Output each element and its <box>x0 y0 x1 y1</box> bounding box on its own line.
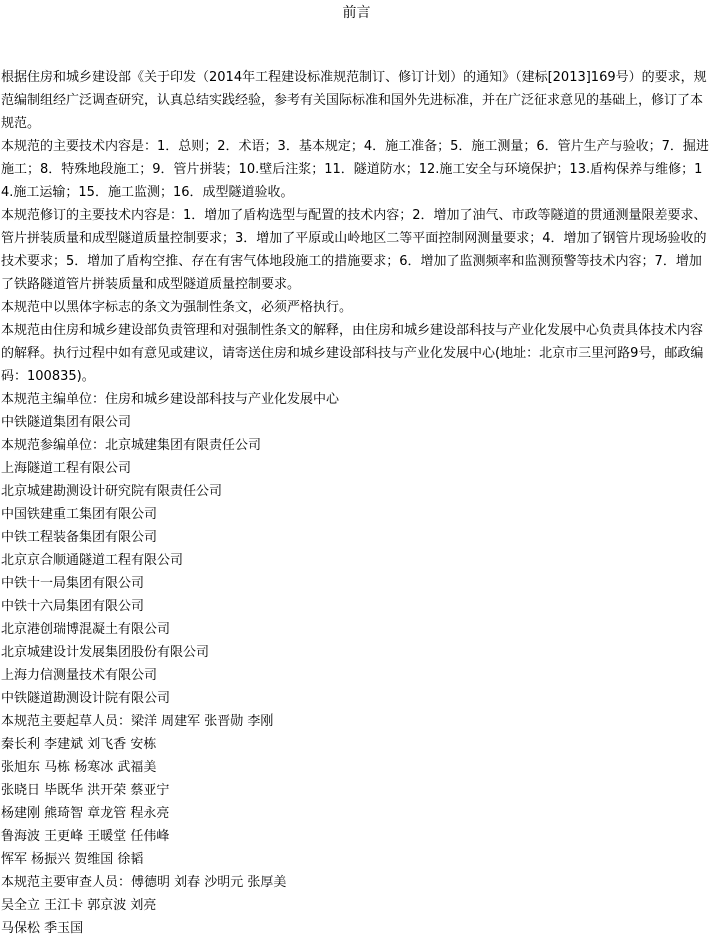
paragraph-interpretation: 本规范由住房和城乡建设部负责管理和对强制性条文的解释，由住房和城乡建设部科技与产业化发展中心负责具体技术内容的解释。执行过程中如有意见或建议，请寄送住房和城乡建设部科技与产业化发展中心(地址：北京市三里河路9号，邮政编码：100835)。 <box>1 323 704 384</box>
organization-line: 北京京合顺通隧道工程有限公司 <box>1 553 184 568</box>
reviewers-names-line: 吴全立 王江卡 郭京波 刘亮 <box>1 898 157 913</box>
organization-line: 北京城建设计发展集团股份有限公司 <box>1 645 210 660</box>
drafters-names-line: 杨建刚 熊琦智 章龙管 程永亮 <box>1 806 170 821</box>
drafters-names-line: 张晓日 毕既华 洪开荣 蔡亚宁 <box>1 783 170 798</box>
drafters-names-line: 鲁海波 王更峰 王暖堂 任伟峰 <box>1 829 170 844</box>
organization-line: 上海力信测量技术有限公司 <box>1 668 158 683</box>
paragraph-revision-contents: 本规范修订的主要技术内容是：1．增加了盾构选型与配置的技术内容；2．增加了油气、市政等隧道的贯通测量限差要求、管片拼装质量和成型隧道质量控制要求；3．增加了平原或山岭地区二等平面控制网测量要求；4．增加了钢管片现场验收的技术要求；5．增加了盾构空推、存在有害气体地段施工的措施要求；6．增加了监测频率和监测预警等技术内容；7．增加了铁路隧道管片拼装质量和成型隧道质量控制要求。 <box>1 208 707 292</box>
paragraph-main-contents: 本规范的主要技术内容是：1．总则；2．术语；3．基本规定；4．施工准备；5．施工测量；6．管片生产与验收；7．掘进施工；8．特殊地段施工；9．管片拼装；10.壁后注浆；11．隧道防水；12.施工安全与环境保护；13.盾构保养与维修；14.施工运输；15．施工监测；16．成型隧道验收。 <box>1 139 709 200</box>
drafters-names-line: 张旭东 马栋 杨寒冰 武福美 <box>1 760 157 775</box>
organization-line: 中铁工程装备集团有限公司 <box>1 530 158 545</box>
drafters-line: 本规范主要起草人员：梁洋 周建军 张晋勋 李刚 <box>1 714 274 729</box>
reviewers-line: 本规范主要审查人员：傅德明 刘春 沙明元 张厚美 <box>1 875 287 890</box>
paragraph-basis: 根据住房和城乡建设部《关于印发（2014年工程建设标准规范制订、修订计划）的通知》（建标[2013]169号）的要求，规范编制组经广泛调查研究，认真总结实践经验，参考有关国际标准和国外先进标准，并在广泛征求意见的基础上，修订了本规范。 <box>1 70 707 131</box>
participating-unit-line: 本规范参编单位：北京城建集团有限责任公司 <box>1 438 262 453</box>
organization-line: 上海隧道工程有限公司 <box>1 461 132 476</box>
chief-editor-unit-line: 本规范主编单位：住房和城乡建设部科技与产业化发展中心 <box>1 392 340 407</box>
organization-line: 中铁隧道集团有限公司 <box>1 415 132 430</box>
organization-line: 北京港创瑞博混凝土有限公司 <box>1 622 171 637</box>
page-title: 前言 <box>342 5 371 21</box>
organization-line: 中国铁建重工集团有限公司 <box>1 507 158 522</box>
organization-line: 北京城建勘测设计研究院有限责任公司 <box>1 484 223 499</box>
drafters-names-line: 秦长利 李建斌 刘飞香 安栋 <box>1 737 157 752</box>
organization-line: 中铁隧道勘测设计院有限公司 <box>1 691 171 706</box>
title-spacer <box>1 23 712 66</box>
organization-line: 中铁十一局集团有限公司 <box>1 576 145 591</box>
reviewers-names-line: 马保松 季玉国 <box>1 921 84 936</box>
paragraph-mandatory-clauses: 本规范中以黑体字标志的条文为强制性条文，必须严格执行。 <box>1 300 353 315</box>
drafters-names-line: 恽军 杨振兴 贺维国 徐韬 <box>1 852 144 867</box>
organization-line: 中铁十六局集团有限公司 <box>1 599 145 614</box>
